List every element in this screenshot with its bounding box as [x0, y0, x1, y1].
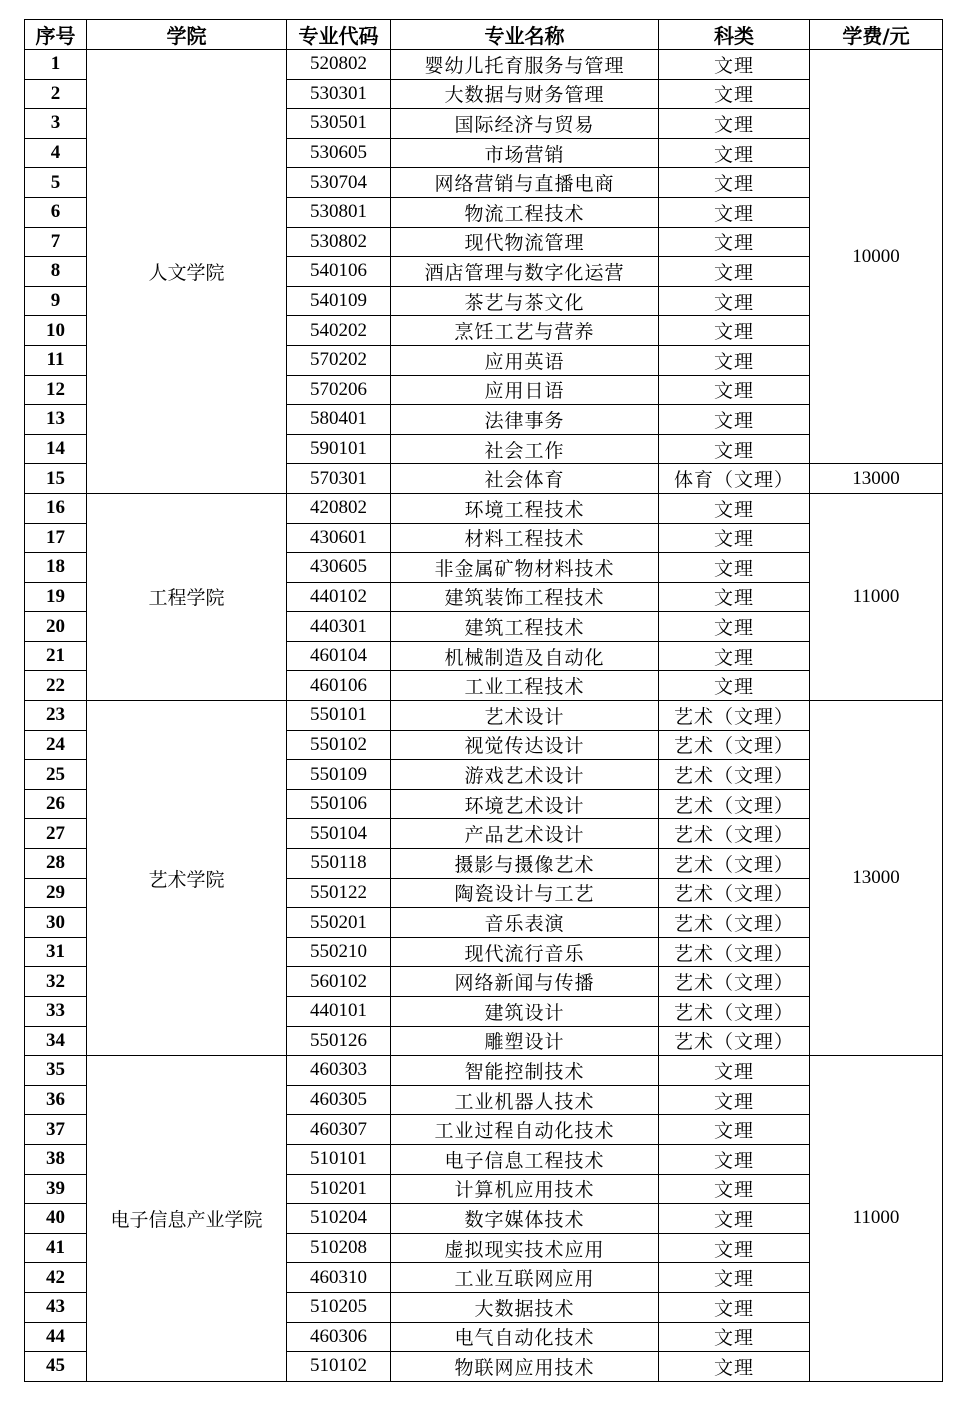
- row-number: 22: [25, 671, 87, 701]
- major-name: 社会工作: [391, 434, 659, 464]
- subject-category: 艺术（文理）: [659, 937, 810, 967]
- major-name: 数字媒体技术: [391, 1204, 659, 1234]
- major-code: 590101: [287, 434, 391, 464]
- subject-category: 文理: [659, 641, 810, 671]
- row-number: 31: [25, 937, 87, 967]
- college-name: 人文学院: [87, 50, 287, 494]
- subject-category: 艺术（文理）: [659, 997, 810, 1027]
- major-code: 560102: [287, 967, 391, 997]
- subject-category: 文理: [659, 375, 810, 405]
- table-row: [25, 1056, 943, 1086]
- subject-category: 艺术（文理）: [659, 730, 810, 760]
- major-code: 520802: [287, 50, 391, 80]
- subject-category: 文理: [659, 1204, 810, 1234]
- major-code: 460106: [287, 671, 391, 701]
- tuition-fee: 10000: [810, 50, 943, 464]
- major-name: 游戏艺术设计: [391, 760, 659, 790]
- row-number: 16: [25, 493, 87, 523]
- major-name: 烹饪工艺与营养: [391, 316, 659, 346]
- major-name: 茶艺与茶文化: [391, 286, 659, 316]
- major-code: 440102: [287, 582, 391, 612]
- subject-category: 文理: [659, 168, 810, 198]
- major-code: 540106: [287, 257, 391, 287]
- major-name: 大数据技术: [391, 1292, 659, 1322]
- row-number: 27: [25, 819, 87, 849]
- row-number: 20: [25, 612, 87, 642]
- major-name: 虚拟现实技术应用: [391, 1233, 659, 1263]
- major-code: 430601: [287, 523, 391, 553]
- major-name: 摄影与摄像艺术: [391, 849, 659, 879]
- major-name: 电气自动化技术: [391, 1322, 659, 1352]
- major-name: 社会体育: [391, 464, 659, 494]
- subject-category: 文理: [659, 1292, 810, 1322]
- subject-category: 文理: [659, 197, 810, 227]
- row-number: 41: [25, 1233, 87, 1263]
- row-number: 43: [25, 1292, 87, 1322]
- major-code: 570202: [287, 345, 391, 375]
- subject-category: 文理: [659, 493, 810, 523]
- major-name: 网络营销与直播电商: [391, 168, 659, 198]
- row-number: 39: [25, 1174, 87, 1204]
- subject-category: 文理: [659, 286, 810, 316]
- major-code: 550210: [287, 937, 391, 967]
- subject-category: 文理: [659, 1056, 810, 1086]
- row-number: 15: [25, 464, 87, 494]
- major-name: 工业工程技术: [391, 671, 659, 701]
- row-number: 25: [25, 760, 87, 790]
- subject-category: 文理: [659, 1085, 810, 1115]
- row-number: 32: [25, 967, 87, 997]
- major-code: 460307: [287, 1115, 391, 1145]
- header-name: 专业名称: [391, 20, 659, 50]
- major-name: 建筑工程技术: [391, 612, 659, 642]
- major-name: 国际经济与贸易: [391, 109, 659, 139]
- major-name: 大数据与财务管理: [391, 79, 659, 109]
- major-code: 460310: [287, 1263, 391, 1293]
- major-name: 非金属矿物材料技术: [391, 553, 659, 583]
- subject-category: 艺术（文理）: [659, 849, 810, 879]
- subject-category: 艺术（文理）: [659, 789, 810, 819]
- major-name: 工业互联网应用: [391, 1263, 659, 1293]
- row-number: 11: [25, 345, 87, 375]
- subject-category: 文理: [659, 227, 810, 257]
- major-name: 雕塑设计: [391, 1026, 659, 1056]
- major-name: 市场营销: [391, 138, 659, 168]
- tuition-fee: 13000: [810, 701, 943, 1056]
- row-number: 28: [25, 849, 87, 879]
- row-number: 23: [25, 701, 87, 731]
- major-name: 机械制造及自动化: [391, 641, 659, 671]
- major-code: 530605: [287, 138, 391, 168]
- tuition-fee: 13000: [810, 464, 943, 494]
- major-name: 网络新闻与传播: [391, 967, 659, 997]
- major-name: 物流工程技术: [391, 197, 659, 227]
- college-name: 电子信息产业学院: [87, 1056, 287, 1382]
- major-code: 430605: [287, 553, 391, 583]
- major-name: 物联网应用技术: [391, 1352, 659, 1382]
- major-name: 应用英语: [391, 345, 659, 375]
- subject-category: 艺术（文理）: [659, 1026, 810, 1056]
- major-name: 计算机应用技术: [391, 1174, 659, 1204]
- row-number: 21: [25, 641, 87, 671]
- major-code: 510201: [287, 1174, 391, 1204]
- subject-category: 文理: [659, 79, 810, 109]
- major-code: 540202: [287, 316, 391, 346]
- major-name: 产品艺术设计: [391, 819, 659, 849]
- table-row: [25, 701, 943, 731]
- row-number: 37: [25, 1115, 87, 1145]
- row-number: 45: [25, 1352, 87, 1382]
- subject-category: 文理: [659, 109, 810, 139]
- major-code: 510208: [287, 1233, 391, 1263]
- major-code: 550118: [287, 849, 391, 879]
- header-fee: 学费/元: [810, 20, 943, 50]
- subject-category: 文理: [659, 1263, 810, 1293]
- major-code: 510205: [287, 1292, 391, 1322]
- row-number: 29: [25, 878, 87, 908]
- major-code: 530301: [287, 79, 391, 109]
- row-number: 33: [25, 997, 87, 1027]
- subject-category: 文理: [659, 523, 810, 553]
- subject-category: 文理: [659, 138, 810, 168]
- subject-category: 艺术（文理）: [659, 819, 810, 849]
- header-type: 科类: [659, 20, 810, 50]
- row-number: 13: [25, 405, 87, 435]
- subject-category: 文理: [659, 1352, 810, 1382]
- table-row: [25, 493, 943, 523]
- subject-category: 文理: [659, 257, 810, 287]
- major-name: 智能控制技术: [391, 1056, 659, 1086]
- row-number: 8: [25, 257, 87, 287]
- tuition-fee-table: [24, 19, 943, 1382]
- subject-category: 文理: [659, 1144, 810, 1174]
- table-row: [25, 50, 943, 80]
- subject-category: 文理: [659, 50, 810, 80]
- major-code: 550102: [287, 730, 391, 760]
- row-number: 30: [25, 908, 87, 938]
- subject-category: 文理: [659, 1322, 810, 1352]
- row-number: 7: [25, 227, 87, 257]
- college-name: 工程学院: [87, 493, 287, 700]
- row-number: 38: [25, 1144, 87, 1174]
- subject-category: 文理: [659, 671, 810, 701]
- major-name: 应用日语: [391, 375, 659, 405]
- subject-category: 艺术（文理）: [659, 967, 810, 997]
- major-name: 工业机器人技术: [391, 1085, 659, 1115]
- major-name: 现代流行音乐: [391, 937, 659, 967]
- row-number: 9: [25, 286, 87, 316]
- subject-category: 文理: [659, 612, 810, 642]
- major-code: 440101: [287, 997, 391, 1027]
- major-code: 550126: [287, 1026, 391, 1056]
- row-number: 44: [25, 1322, 87, 1352]
- row-number: 17: [25, 523, 87, 553]
- major-code: 550109: [287, 760, 391, 790]
- major-code: 420802: [287, 493, 391, 523]
- major-code: 510101: [287, 1144, 391, 1174]
- table-body: [25, 50, 943, 1382]
- subject-category: 艺术（文理）: [659, 701, 810, 731]
- major-name: 建筑装饰工程技术: [391, 582, 659, 612]
- major-code: 580401: [287, 405, 391, 435]
- major-code: 510204: [287, 1204, 391, 1234]
- major-name: 艺术设计: [391, 701, 659, 731]
- major-name: 酒店管理与数字化运营: [391, 257, 659, 287]
- major-name: 电子信息工程技术: [391, 1144, 659, 1174]
- row-number: 40: [25, 1204, 87, 1234]
- row-number: 34: [25, 1026, 87, 1056]
- major-code: 570301: [287, 464, 391, 494]
- subject-category: 文理: [659, 316, 810, 346]
- major-code: 540109: [287, 286, 391, 316]
- row-number: 4: [25, 138, 87, 168]
- college-name: 艺术学院: [87, 701, 287, 1056]
- major-name: 工业过程自动化技术: [391, 1115, 659, 1145]
- major-code: 530501: [287, 109, 391, 139]
- row-number: 12: [25, 375, 87, 405]
- row-number: 1: [25, 50, 87, 80]
- row-number: 2: [25, 79, 87, 109]
- major-code: 530704: [287, 168, 391, 198]
- major-name: 视觉传达设计: [391, 730, 659, 760]
- major-name: 现代物流管理: [391, 227, 659, 257]
- major-code: 550104: [287, 819, 391, 849]
- row-number: 35: [25, 1056, 87, 1086]
- subject-category: 艺术（文理）: [659, 908, 810, 938]
- subject-category: 文理: [659, 1233, 810, 1263]
- major-code: 530801: [287, 197, 391, 227]
- row-number: 3: [25, 109, 87, 139]
- major-code: 460104: [287, 641, 391, 671]
- row-number: 18: [25, 553, 87, 583]
- major-code: 460306: [287, 1322, 391, 1352]
- major-name: 音乐表演: [391, 908, 659, 938]
- subject-category: 文理: [659, 1174, 810, 1204]
- subject-category: 体育（文理）: [659, 464, 810, 494]
- tuition-fee: 11000: [810, 493, 943, 700]
- major-name: 建筑设计: [391, 997, 659, 1027]
- row-number: 5: [25, 168, 87, 198]
- subject-category: 文理: [659, 434, 810, 464]
- major-code: 550106: [287, 789, 391, 819]
- subject-category: 文理: [659, 405, 810, 435]
- major-name: 法律事务: [391, 405, 659, 435]
- subject-category: 文理: [659, 582, 810, 612]
- row-number: 36: [25, 1085, 87, 1115]
- major-name: 环境工程技术: [391, 493, 659, 523]
- major-code: 510102: [287, 1352, 391, 1382]
- major-code: 550201: [287, 908, 391, 938]
- major-name: 陶瓷设计与工艺: [391, 878, 659, 908]
- header-no: 序号: [25, 20, 87, 50]
- major-name: 材料工程技术: [391, 523, 659, 553]
- major-code: 550122: [287, 878, 391, 908]
- subject-category: 文理: [659, 553, 810, 583]
- row-number: 6: [25, 197, 87, 227]
- subject-category: 文理: [659, 345, 810, 375]
- row-number: 24: [25, 730, 87, 760]
- major-code: 440301: [287, 612, 391, 642]
- major-code: 530802: [287, 227, 391, 257]
- table-header-row: [25, 20, 943, 50]
- header-code: 专业代码: [287, 20, 391, 50]
- subject-category: 艺术（文理）: [659, 878, 810, 908]
- row-number: 14: [25, 434, 87, 464]
- row-number: 26: [25, 789, 87, 819]
- row-number: 10: [25, 316, 87, 346]
- major-code: 460305: [287, 1085, 391, 1115]
- major-code: 570206: [287, 375, 391, 405]
- subject-category: 艺术（文理）: [659, 760, 810, 790]
- major-code: 460303: [287, 1056, 391, 1086]
- tuition-fee: 11000: [810, 1056, 943, 1382]
- header-college: 学院: [87, 20, 287, 50]
- row-number: 42: [25, 1263, 87, 1293]
- major-name: 环境艺术设计: [391, 789, 659, 819]
- major-name: 婴幼儿托育服务与管理: [391, 50, 659, 80]
- major-code: 550101: [287, 701, 391, 731]
- row-number: 19: [25, 582, 87, 612]
- subject-category: 文理: [659, 1115, 810, 1145]
